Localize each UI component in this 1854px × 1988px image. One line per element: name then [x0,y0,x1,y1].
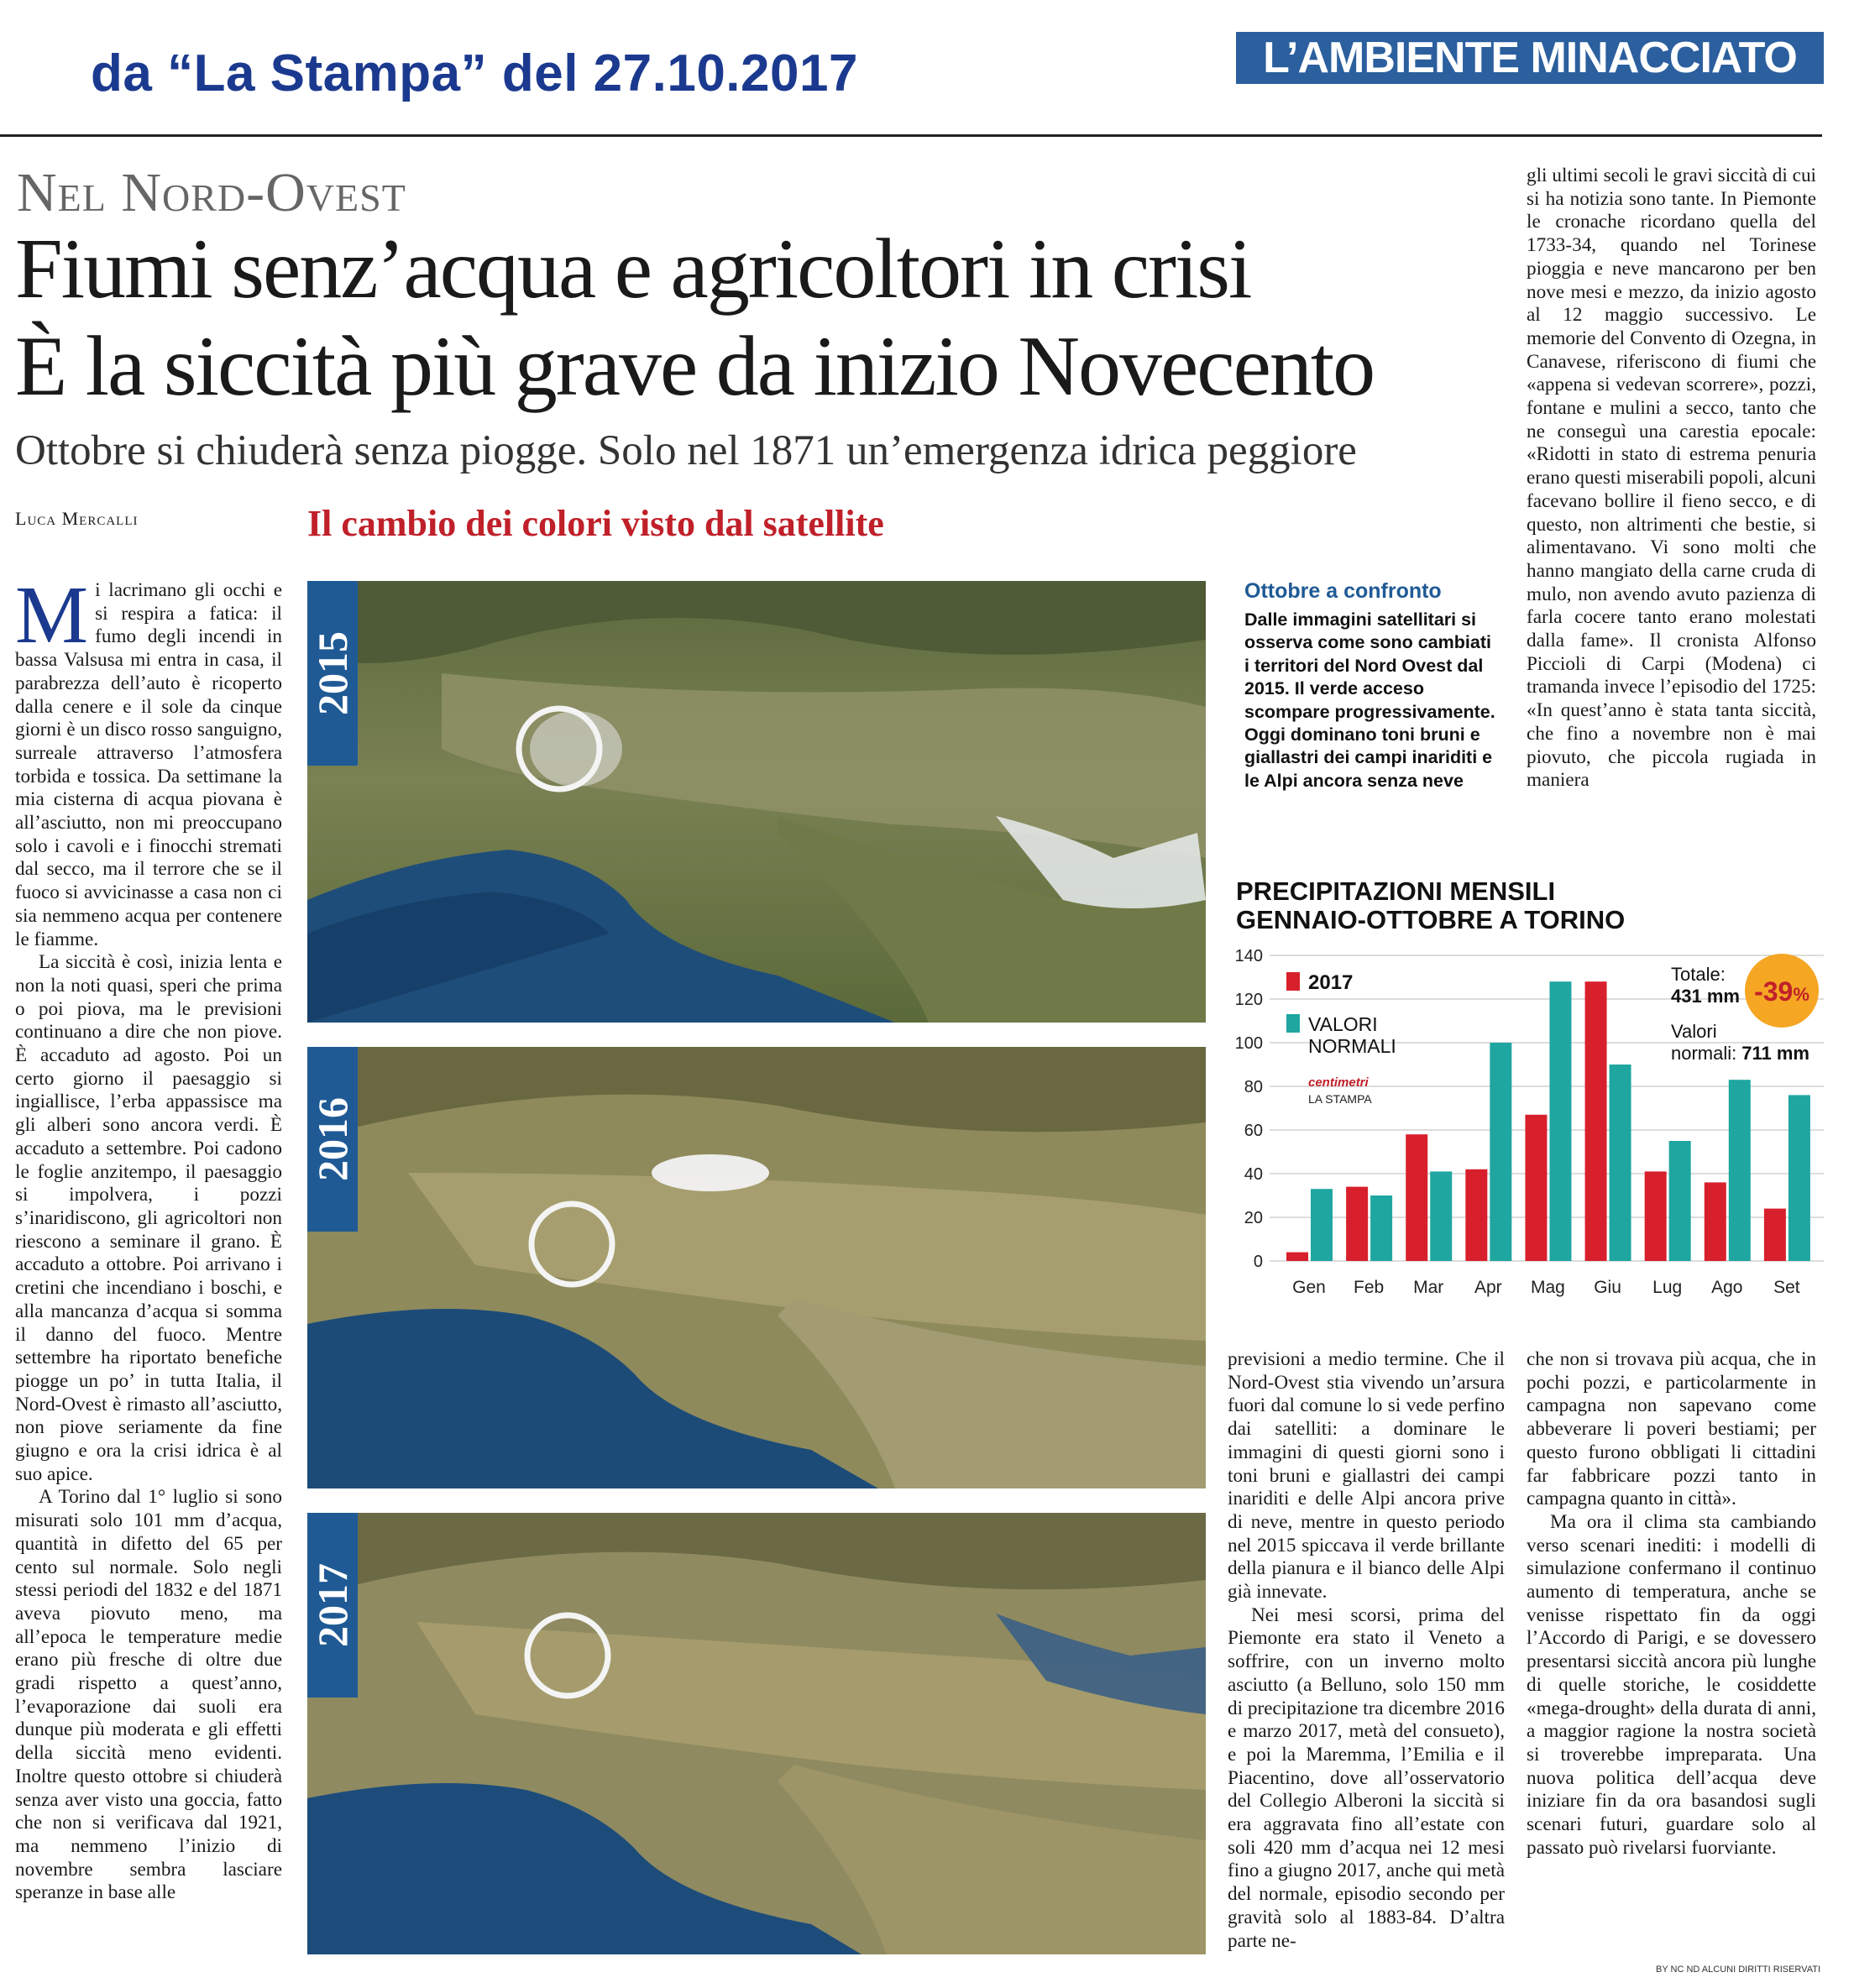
precipitation-chart [1228,873,1832,1326]
bar-normal-feb [1370,1195,1392,1261]
bar-2017-gen [1286,1253,1308,1261]
x-tick-label: Lug [1652,1278,1683,1297]
satellite-section-title: Il cambio dei colori visto dal satellite [307,503,884,544]
paragraph: gli ultimi secoli le gravi siccità di cui si ha notizia sono tante. In Piemonte le cronache ricordano quella del 1733-34, quando nel Torinese pioggia e neve mancarono per ben nove mesi e mezzo, da inizio agosto al 12 maggio successivo. Le memorie del Convento di Ozegna, in Canavese, riferiscono di fiumi che «appena si vedevan scorrere», pozzi, fontane e mulini a secco, tanto che ne conseguì una carestia epocale: «Ridotti in stato di estrema penuria erano questi miserabili popoli, alcuni facevano bollire il fieno secco, e di questo, non altrimenti che bestie, si alimentavano. Vi sono molti che hanno mangiato della carne cruda di mulo, non avendo avuto pazienza di farla cocere tanto erano molestati dalla fame». Il cronista Alfonso Piccioli di Carpi (Modena) ci tramanda invece l’episodio del 1725: «In quest’anno è stata tanta siccità, che fino a novembre non è mai piovuto, che piccola rugiada in maniera [1527,165,1816,792]
license-note: BY NC ND ALCUNI DIRITTI RISERVATI [1656,1964,1820,1975]
total-value: 431 mm [1671,986,1740,1007]
bar-2017-apr [1465,1169,1487,1261]
author-byline: Luca Mercalli [15,508,139,529]
caption-text: Dalle immagini satellitari si osserva come sono cambiati i territori del Nord Ovest dal 2015. Il verde acceso scompare progressivamente. Oggi dominano toni bruni e giallastri dei campi inariditi e le Alpi ancora senza neve [1244,609,1495,791]
brand-sub: LA STAMPA [1308,1092,1372,1106]
bar-2017-set [1764,1209,1786,1261]
top-rule [0,134,1822,137]
paragraph: che non si trovava più acqua, che in pochi pozzi, e particolarmente in campagna non sapevano come abbeverare li poveri bestiami; per questo furono obbligati li cittadini far fabbricare pozzi tanto in campagna quanto in città». [1527,1348,1816,1510]
y-tick-label: 20 [1244,1209,1263,1227]
x-tick-label: Giu [1594,1278,1621,1297]
source-line: da “La Stampa” del 27.10.2017 [91,44,858,102]
y-tick-label: 100 [1234,1034,1263,1053]
brand-logo: centimetri [1308,1075,1369,1090]
percent-badge-text: -39% [1754,976,1809,1007]
bar-2017-lug [1645,1171,1667,1261]
satellite-caption [1244,579,1496,793]
legend-label-normal-1: VALORI [1308,1013,1378,1035]
bar-normal-mag [1549,981,1571,1261]
x-tick-label: Apr [1474,1278,1502,1297]
y-axis-labels [1235,947,1263,1271]
x-tick-label: Feb [1354,1278,1385,1297]
paragraph: A Torino dal 1° luglio si sono misurati solo 101 mm d’acqua, quantità in difetto del 65 per cento sul normale. Solo negli stessi periodi del 1832 e del 1871 aveva piovuto meno, ma all’epoca le temperature medie erano più fresche di oltre due gradi rispetto a quest’anno, l’evaporazione dai suoli era dunque più moderata e gli effetti della siccità meno evidenti. Inoltre questo ottobre si chiuderà senza aver visto una goccia, fatto che non si verificava dal 1921, ma nemmeno l’inizio di novembre sembra lasciare speranze in base alle [15,1486,282,1904]
legend-label-2017: 2017 [1308,971,1354,994]
y-tick-label: 0 [1253,1253,1263,1271]
paragraph: Nei mesi scorsi, prima del Piemonte era stato il Veneto a soffrire, con un inverno molto asciutto (a Belluno, solo 150 mm di precipitazione tra dicembre 2016 e marzo 2017, metà del consueto), e poi la Maremma, l’Emilia e il Piacentino, dove all’osservatorio del Collegio Alberoni la siccità si era aggravata fino all’estate con soli 420 mm d’acqua nei 12 mesi fino a giugno 2017, anche qui metà del normale, episodio secondo per gravità solo al 1883-84. D’altra parte ne- [1228,1603,1505,1952]
legend-label-normal-2: NORMALI [1308,1035,1396,1057]
y-tick-label: 40 [1244,1165,1263,1184]
x-tick-label: Mag [1531,1278,1565,1297]
article-column-mid-bottom [1228,1348,1505,1970]
y-tick-label: 140 [1234,947,1263,965]
bar-2017-mag [1525,1115,1547,1261]
paragraph: La siccità è così, inizia lenta e non la noti quasi, speri che prima o poi piova, ma le previsioni continuano a dire che non piove. È accaduto ad agosto. Poi un certo giorno il paesaggio si ingiallisce, l’erba appassisce ma gli alberi sono ancora verdi. È accaduto a settembre. Poi cadono le foglie anzitempo, il paesaggio si impolvera, i pozzi s’inaridiscono, gli agricoltori non riescono a seminare il grano. È accaduto a ottobre. Poi arrivano i cretini che incendiano i boschi, e alla mancanza d’acqua si somma il danno del fuoco. Mentre settembre ha riportato benefiche piogge un po’ in tutta Italia, il Nord-Ovest è rimasto all’asciutto, non piove seriamente da fine giugno e ora la crisi idrica è al suo apice. [15,951,282,1485]
x-tick-label: Ago [1711,1278,1743,1297]
satellite-image-2017 [307,1513,1206,1954]
bar-2017-mar [1406,1134,1427,1261]
x-tick-label: Gen [1292,1278,1326,1297]
drop-cap: M [15,579,89,661]
chart-title-line-2: GENNAIO-OTTOBRE A TORINO [1236,905,1626,934]
caption-title: Ottobre a confronto [1244,579,1442,603]
bar-normal-mar [1430,1171,1452,1261]
article-column-1 [15,579,282,1960]
year-tab-2016: 2016 [307,1047,358,1232]
y-tick-label: 80 [1244,1078,1263,1096]
paragraph: Ma ora il clima sta cambiando verso scenari inediti: i modelli di simulazione confermano il continuo aumento di temperatura, anche se venisse rispettato fin da oggi l’Accordo di Parigi, e se dovessero presentarsi siccità ancora più lunghe di quelle storiche, le cosiddette «mega-drought» della durata di anni, a maggior ragione la nostra società si troverebbe impreparata. Una nuova politica dell’acqua deve iniziare fin da ora basandosi sugli scenari futuri, guardare solo al passato può rivelarsi fuorviante. [1527,1510,1816,1859]
year-tab-2015: 2015 [307,581,358,766]
chart-title-line-1: PRECIPITAZIONI MENSILI [1236,876,1556,906]
y-tick-label: 120 [1234,991,1263,1009]
normal-label-2: normali: 711 mm [1671,1043,1809,1064]
bar-normal-giu [1610,1065,1631,1261]
bar-2017-feb [1346,1187,1368,1261]
paragraph: previsioni a medio termine. Che il Nord-Ovest stia vivendo un’arsura fuori dal comune lo si vede perfino dai satelliti: a dominare le immagini di questi giorni sono i toni bruni e giallastri dei campi inariditi e delle Alpi ancora prive di neve, mentre in questo periodo nel 2015 spiccava il verde brillante della pianura e il bianco delle Alpi già innevate. [1228,1348,1505,1603]
bar-2017-ago [1705,1182,1726,1261]
bar-normal-apr [1490,1043,1511,1261]
total-label: Totale: [1671,964,1726,985]
legend-swatch-2017 [1286,972,1300,991]
normal-label-1: Valori [1671,1021,1717,1042]
article-kicker: Nel Nord-Ovest [17,162,406,223]
bar-normal-ago [1729,1080,1751,1261]
x-axis-labels [1292,1278,1800,1297]
bar-normal-set [1789,1095,1810,1261]
bar-normal-gen [1311,1189,1333,1261]
article-column-right-top [1527,165,1816,840]
satellite-image-2015 [307,581,1206,1023]
satellite-image-2016 [307,1047,1206,1488]
paragraph: i lacrimano gli occhi e si respira a fatica: il fumo degli incendi in bassa Valsusa mi entra in casa, il parabrezza dell’auto è ricoperto dalla cenere e il sole da cinque giorni è un disco rosso sanguigno, surreale attraverso l’atmosfera torbida e tossica. Da settimane la mia cisterna di acqua piovana è all’asciutto, non mi preoccupano solo i cavoli e i finocchi stremati dal secco, ma il terrore che se il fuoco si avvicinasse a casa non ci sia nemmeno acqua per contenere le fiamme. [15,579,282,950]
subheadline: Ottobre si chiuderà senza piogge. Solo nel 1871 un’emergenza idrica peggiore [15,427,1357,474]
legend-swatch-normal [1286,1014,1300,1033]
year-tab-2017: 2017 [307,1513,358,1698]
bar-2017-giu [1585,981,1607,1261]
headline-line-1: Fiumi senz’acqua e agricoltori in crisi [15,222,1251,317]
y-tick-label: 60 [1244,1122,1263,1140]
x-tick-label: Mar [1413,1278,1444,1297]
article-column-right-bottom [1527,1348,1816,1944]
section-banner: L’AMBIENTE MINACCIATO [1236,32,1824,84]
bar-normal-lug [1669,1141,1691,1261]
headline-line-2: È la siccità più grave da inizio Novecento [15,319,1375,414]
x-tick-label: Set [1773,1278,1800,1297]
